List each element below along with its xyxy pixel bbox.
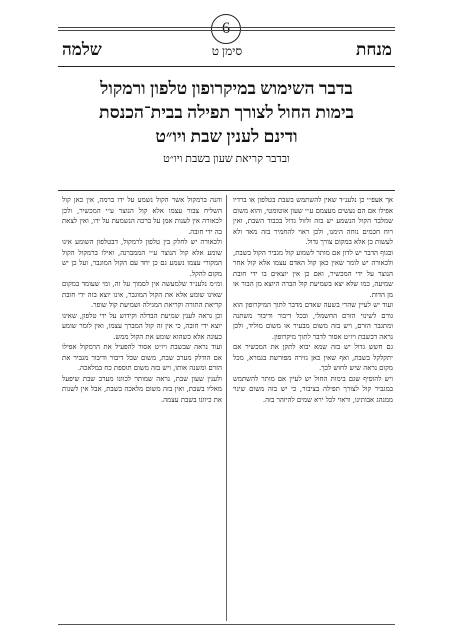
header-rule (58, 66, 395, 67)
page-number: 6 (211, 14, 241, 44)
paragraph: ומ״מ נלענ״ד שלמעשה אין לסמוך על זה, ומי שעומד במקום שאינו שומע אלא את הקול המוגבר, אינו יוצא בזה ידי חובת קריאת התורה וקריאת המגילה ושמיעת קול שופר. (62, 280, 222, 309)
chapter-subtitle: ובדבר קריאת שעון בשבת ויו״ט (163, 153, 290, 165)
paragraph: גם חשש גדול יש בזה שמא יבוא לתקן את המכשיר אם יתקלקל בשבת, ואף שאין כאן גזירה מפורשת בגמרא, מכל מקום נראה שיש לחוש לכך. (233, 343, 393, 372)
title-line: ודינם לענין שבת ויו״ט (155, 126, 298, 146)
title-line: בדבר השימוש במיקרופון טלפון ורמקול (100, 78, 353, 98)
column-divider (226, 195, 227, 621)
paragraph: ועוד נראה שבשבת ויו״ט אסור להפעיל את הרמקול אפילו אם הודלק מערב שבת, משום שכל דיבור ודיבור מגביר את הזרם ומשנה אותו, ויש בזה משום תוספת כח במלאכה. (62, 343, 222, 372)
paragraph: אך אעפ״י כן נלענ״ד שאין להשתמש בשבת בטלפון או ברדיו אפילו אם הם נעשים מעצמם ע״י שעון אוטומטי, והוא משום שמלבד הקול הנשמע יש בזה זלזול גדול בכבוד השבת, ואין רוח חכמים נוחה הימנו, ולכן ראוי להחמיר בזה מאד ולא לעשות כן אלא במקום צורך גדול. (233, 196, 393, 246)
paragraph: והנה ברמקול אשר הקול נשמע על ידו ברמה, אין כאן קול השליח צבור עצמו אלא קול הנוצר ע״י המכשיר, ולכן לכאורה אין לענות אמן על ברכה הנשמעת על ידו, ואין לצאת בה ידי חובה. (62, 196, 222, 236)
text-column-right (233, 195, 393, 621)
paragraph: ועוד יש לעיין שהרי בשעה שאדם מדבר לתוך המיקרופון הוא גורם לשינוי הזרם החשמלי, ובכל דיבור ודיבור משתנה ומתגבר הזרם, ויש בזה משום מבעיר או משום מוליד, ולכן נראה דבשבת ויו״ט אסור לדבר לתוך מיקרופון. (233, 301, 393, 341)
top-rule (58, 27, 395, 28)
chapter-title (80, 76, 373, 167)
paragraph: ולענין שעון שבת, נראה שמותר לכוונו מערב שבת שיפעל מאליו בשבת, ואין בזה משום מלאכה בשבת, אבל אין לשנות את כיוונו בשבת עצמה. (62, 374, 222, 404)
paragraph: ולכאורה יש לחלק בין טלפון לרמקול, דבטלפון השומע אינו שומע אלא קול הנוצר ע״י הממברנה, ואילו ברמקול הקול המקורי עצמו נשמע גם כן יחד עם הקול המוגבר, ועל כן יש מקום להקל. (62, 238, 222, 278)
bottom-rule (58, 624, 395, 625)
header-center: סימן ט (211, 44, 243, 58)
paragraph: וכן נראה לענין שמיעת הבדלה וקידוש על ידי טלפון, שאינו יוצא ידי חובה, כי אין זה קול המברך עצמו, ואין לומר שומע כעונה אלא כשהוא שומע את הקול ממש. (62, 311, 222, 341)
running-header (62, 40, 392, 66)
paragraph: ויש להוסיף שגם בימות החול יש לעיין אם מותר להשתמש במגביר קול לצורך תפילה בציבור, כי יש בזה משום שינוי ממנהג אבותינו, וראוי לכל ירא שמים להיזהר בזה. (233, 374, 393, 404)
title-rule (58, 190, 395, 191)
paragraph: ובגוף הדבר יש לדון אם מותר לשמוע קול מגביר הקול בשבת, ולכאורה יש לומר שאין כאן קול האדם עצמו אלא קול אחר הנוצר על ידי המכשיר, ואם כן אין יוצאים בו ידי חובת שמיעה, כמו שלא יצא בשמיעת קול הברה היוצא מן הבור או מן הדות. (233, 248, 393, 299)
header-left: שלמה (62, 40, 102, 59)
top-rule-2 (58, 30, 395, 31)
title-line: בימות החול לצורך תפילה בבית־הכנסת (99, 102, 354, 122)
text-column-left (62, 195, 222, 621)
header-right: מנחת (355, 40, 392, 59)
